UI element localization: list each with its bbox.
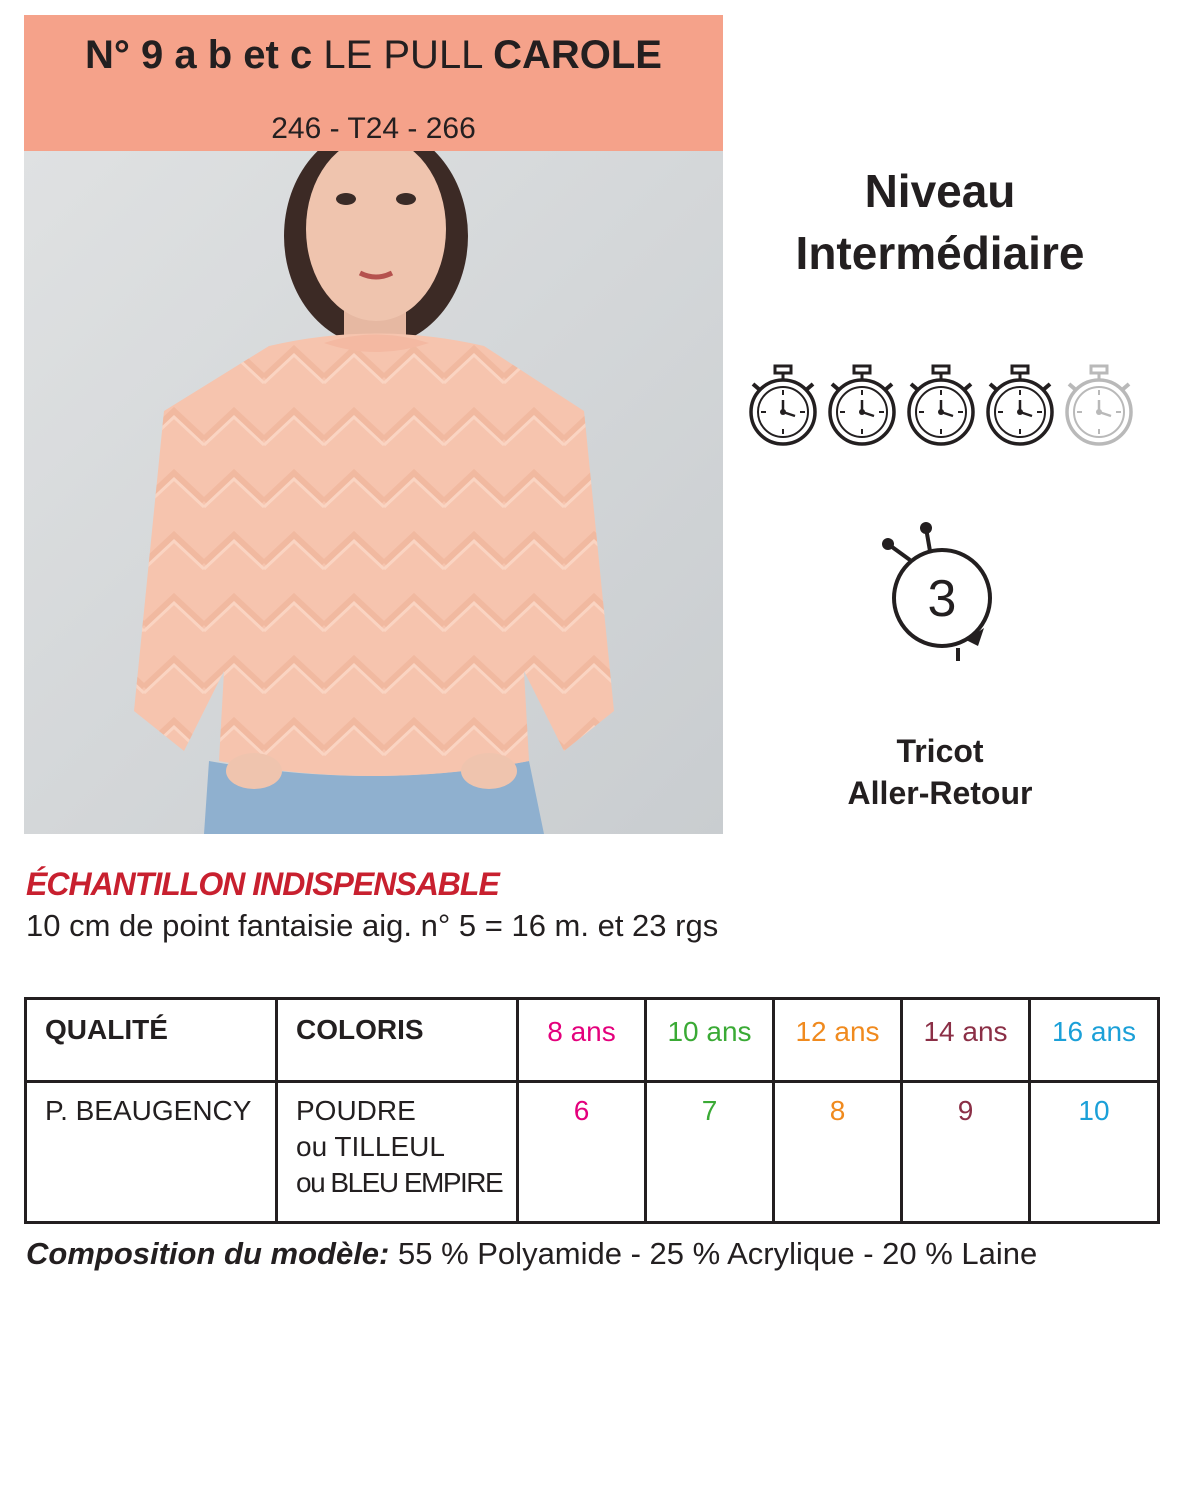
- pattern-title-middle: LE PULL: [312, 33, 494, 77]
- yarn-table: [24, 997, 1160, 1224]
- table-header-row: [26, 999, 1159, 1082]
- level-label: Niveau: [864, 165, 1016, 217]
- color-option: ou TILLEUL: [296, 1131, 445, 1162]
- cell-quantity: 7: [646, 1082, 774, 1223]
- stopwatch-icon: [982, 360, 1058, 450]
- header-size: 14 ans: [902, 999, 1030, 1082]
- cell-quality: P. BEAUGENCY: [26, 1082, 277, 1223]
- header-size: 12 ans: [774, 999, 902, 1082]
- technique-line2: Aller-Retour: [847, 775, 1033, 811]
- cell-quantity: 9: [902, 1082, 1030, 1223]
- needle-size-value: 3: [927, 570, 957, 628]
- color-option: ou BLEU EMPIRE: [296, 1167, 503, 1198]
- header-size: 8 ans: [518, 999, 646, 1082]
- header-size: 16 ans: [1030, 999, 1159, 1082]
- header-colors: COLORIS: [277, 999, 518, 1082]
- cell-colors: [277, 1082, 518, 1223]
- needles-badge-icon: [880, 518, 1010, 663]
- header-quality: QUALITÉ: [26, 999, 277, 1082]
- stopwatch-icon: [903, 360, 979, 450]
- difficulty-rating: [745, 360, 1145, 450]
- composition-label: Composition du modèle:: [26, 1236, 390, 1271]
- title-band: [24, 15, 723, 151]
- reference-numbers: 246 - T24 - 266: [271, 112, 476, 145]
- stopwatch-icon: [1061, 360, 1137, 450]
- gauge-text: 10 cm de point fantaisie aig. n° 5 = 16 m. et 23 rgs: [26, 908, 719, 943]
- cell-quantity: 8: [774, 1082, 902, 1223]
- pattern-name: CAROLE: [493, 33, 662, 77]
- color-option: POUDRE: [296, 1095, 416, 1126]
- header-size: 10 ans: [646, 999, 774, 1082]
- pattern-title: [24, 31, 723, 79]
- level-value: Intermédiaire: [795, 227, 1085, 279]
- gauge-title: ÉCHANTILLON INDISPENSABLE: [26, 866, 499, 902]
- composition: [26, 1234, 1166, 1274]
- model-photo: [24, 151, 723, 834]
- technique: [780, 730, 1100, 814]
- composition-value: 55 % Polyamide - 25 % Acrylique - 20 % Laine: [389, 1236, 1038, 1271]
- pattern-number: N° 9 a b et c: [85, 33, 313, 77]
- cell-quantity: 6: [518, 1082, 646, 1223]
- technique-line1: Tricot: [896, 733, 984, 769]
- table-row: [26, 1082, 1159, 1223]
- stopwatch-icon: [745, 360, 821, 450]
- difficulty-level: [740, 160, 1140, 284]
- cell-quantity: 10: [1030, 1082, 1159, 1223]
- stopwatch-icon: [824, 360, 900, 450]
